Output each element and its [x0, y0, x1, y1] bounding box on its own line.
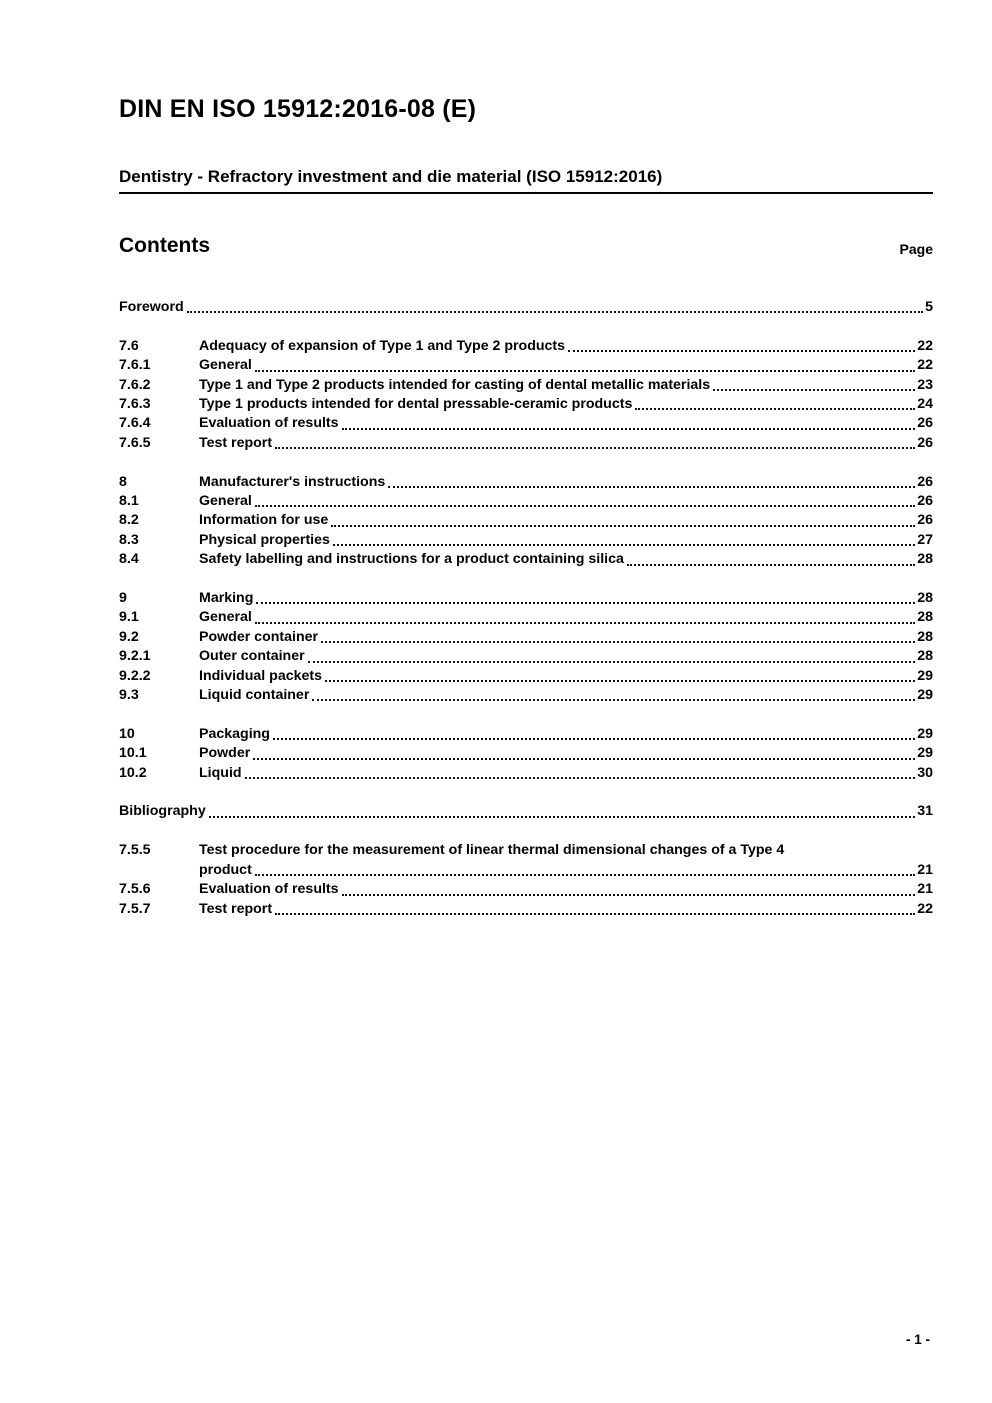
entry-body	[119, 298, 933, 317]
entry-last-line	[199, 550, 933, 569]
entry-number: 9.1	[119, 609, 139, 626]
dot-leader	[275, 913, 915, 915]
entry-title: Type 1 products intended for dental pressable-ceramic products	[199, 396, 633, 413]
dot-leader	[568, 350, 915, 352]
entry-page: 26	[917, 493, 933, 510]
dot-leader	[321, 641, 915, 643]
entry-body	[199, 744, 933, 763]
entry-last-line	[199, 628, 933, 647]
toc-entry	[119, 376, 933, 395]
entry-title: product	[199, 861, 252, 878]
toc-entry	[119, 802, 933, 821]
entry-body	[199, 531, 933, 550]
dot-leader	[187, 311, 923, 313]
toc-entry	[119, 628, 933, 647]
toc-entry	[119, 667, 933, 686]
entry-body	[199, 511, 933, 530]
entry-body	[199, 395, 933, 414]
entry-body	[199, 589, 933, 608]
entry-last-line	[199, 667, 933, 686]
entry-page: 22	[917, 337, 933, 354]
toc-entry	[119, 434, 933, 453]
dot-leader	[255, 622, 915, 624]
entry-body	[199, 628, 933, 647]
entry-last-line	[199, 861, 933, 880]
entry-title: Packaging	[199, 725, 270, 742]
toc-entry	[119, 356, 933, 375]
toc-entry	[119, 473, 933, 492]
entry-title: Physical properties	[199, 531, 330, 548]
toc-entry	[119, 764, 933, 783]
entry-number: 7.6.1	[119, 357, 151, 374]
entry-body	[199, 725, 933, 744]
entry-last-line	[119, 298, 933, 317]
toc-entry	[119, 337, 933, 356]
toc-entry	[119, 395, 933, 414]
entry-page: 24	[917, 396, 933, 413]
entry-last-line	[199, 492, 933, 511]
entry-last-line	[199, 511, 933, 530]
entry-body	[119, 802, 933, 821]
entry-page: 31	[917, 803, 933, 820]
entry-page: 29	[917, 667, 933, 684]
entry-last-line	[199, 473, 933, 492]
entry-last-line	[119, 802, 933, 821]
entry-last-line	[199, 608, 933, 627]
entry-body	[199, 376, 933, 395]
entry-last-line	[199, 764, 933, 783]
entry-body	[199, 900, 933, 919]
doc-title: DIN EN ISO 15912:2016-08 (E)	[119, 95, 477, 123]
entry-body	[199, 647, 933, 666]
entry-last-line	[199, 686, 933, 705]
dot-leader	[253, 758, 915, 760]
entry-page: 26	[917, 415, 933, 432]
entry-number: 8.3	[119, 531, 139, 548]
entry-last-line	[199, 725, 933, 744]
dot-leader	[342, 894, 916, 896]
entry-page: 26	[917, 512, 933, 529]
entry-title-line: Test procedure for the measurement of linear thermal dimensional changes of a Type 4	[199, 842, 785, 859]
entry-number: 9	[119, 590, 127, 607]
doc-subtitle: Dentistry - Refractory investment and die material (ISO 15912:2016)	[119, 167, 933, 194]
entry-body	[199, 608, 933, 627]
entry-last-line	[199, 434, 933, 453]
contents-heading: Contents	[119, 234, 210, 257]
dot-leader	[209, 816, 916, 818]
entry-page: 29	[917, 687, 933, 704]
entry-title: Powder	[199, 745, 251, 762]
entry-page: 29	[917, 745, 933, 762]
entry-body	[199, 473, 933, 492]
toc-entry	[119, 608, 933, 627]
entry-page: 30	[917, 764, 933, 781]
entry-body	[199, 667, 933, 686]
entry-title: Information for use	[199, 512, 329, 529]
entry-body	[199, 356, 933, 375]
entry-number: 7.6.2	[119, 376, 151, 393]
entry-body	[199, 550, 933, 569]
page-column-label: Page	[899, 241, 933, 257]
toc-entry	[119, 841, 933, 880]
entry-number: 7.5.7	[119, 900, 151, 917]
entry-body	[199, 414, 933, 433]
dot-leader	[308, 661, 916, 663]
entry-last-line	[199, 376, 933, 395]
entry-number: 7.5.5	[119, 842, 151, 859]
dot-leader	[256, 602, 915, 604]
entry-title: Type 1 and Type 2 products intended for casting of dental metallic materials	[199, 376, 711, 393]
dot-leader	[342, 428, 916, 430]
entry-title: Test report	[199, 900, 273, 917]
dot-leader	[273, 738, 915, 740]
entry-title: General	[199, 493, 252, 510]
toc-entry	[119, 589, 933, 608]
contents-header	[119, 234, 933, 258]
entry-body	[199, 337, 933, 356]
entry-last-line	[199, 744, 933, 763]
entry-number: 9.2.2	[119, 667, 151, 684]
entry-number: 7.6.3	[119, 396, 151, 413]
entry-last-line	[199, 880, 933, 899]
entry-page: 28	[917, 628, 933, 645]
entry-last-line	[199, 900, 933, 919]
dot-leader	[713, 389, 915, 391]
toc-entry	[119, 725, 933, 744]
entry-page: 29	[917, 725, 933, 742]
entry-last-line	[199, 337, 933, 356]
entry-title: Liquid container	[199, 687, 310, 704]
entry-number: 8.4	[119, 551, 139, 568]
toc-entry	[119, 880, 933, 899]
entry-number: 9.2.1	[119, 648, 151, 665]
toc	[119, 298, 933, 919]
entry-title: Evaluation of results	[199, 415, 339, 432]
entry-title: Foreword	[119, 299, 184, 315]
toc-entry	[119, 492, 933, 511]
toc-entry	[119, 686, 933, 705]
entry-title: Marking	[199, 590, 254, 607]
dot-leader	[312, 699, 915, 701]
dot-leader	[325, 680, 915, 682]
entry-last-line	[199, 589, 933, 608]
entry-number: 7.6	[119, 337, 139, 354]
entry-title: General	[199, 609, 252, 626]
entry-body	[199, 880, 933, 899]
entry-page: 27	[917, 531, 933, 548]
entry-title: Safety labelling and instructions for a product containing silica	[199, 551, 624, 568]
entry-page: 22	[917, 357, 933, 374]
entry-title: Test report	[199, 434, 273, 451]
entry-last-line	[199, 531, 933, 550]
entry-title: Individual packets	[199, 667, 322, 684]
entry-page: 28	[917, 648, 933, 665]
entry-number: 7.6.5	[119, 434, 151, 451]
dot-leader	[255, 370, 915, 372]
entry-title: Bibliography	[119, 803, 206, 820]
entry-number: 8	[119, 473, 127, 490]
entry-page: 5	[925, 299, 933, 315]
toc-entry	[119, 550, 933, 569]
entry-number: 10.2	[119, 764, 147, 781]
entry-body	[199, 434, 933, 453]
entry-title: Outer container	[199, 648, 305, 665]
toc-entry	[119, 744, 933, 763]
entry-number: 10.1	[119, 745, 147, 762]
dot-leader	[388, 486, 915, 488]
entry-last-line	[199, 395, 933, 414]
entry-page: 22	[917, 900, 933, 917]
dot-leader	[331, 525, 915, 527]
toc-entry	[119, 511, 933, 530]
entry-last-line	[199, 414, 933, 433]
dot-leader	[627, 564, 915, 566]
entry-number: 7.6.4	[119, 415, 151, 432]
dot-leader	[245, 777, 916, 779]
entry-body	[199, 686, 933, 705]
entry-number: 10	[119, 725, 135, 742]
entry-number: 8.1	[119, 493, 139, 510]
entry-page: 28	[917, 590, 933, 607]
toc-entry	[119, 414, 933, 433]
entry-title: General	[199, 357, 252, 374]
entry-body	[199, 764, 933, 783]
entry-page: 23	[917, 376, 933, 393]
dot-leader	[333, 544, 915, 546]
entry-page: 26	[917, 434, 933, 451]
toc-entry	[119, 647, 933, 666]
toc-entry	[119, 900, 933, 919]
dot-leader	[635, 408, 915, 410]
dot-leader	[255, 874, 915, 876]
footer-page-number: - 1 -	[905, 1332, 930, 1347]
entry-body	[199, 492, 933, 511]
dot-leader	[275, 447, 915, 449]
entry-page: 21	[917, 861, 933, 878]
toc-entry	[119, 298, 933, 317]
toc-entry	[119, 531, 933, 550]
dot-leader	[255, 505, 915, 507]
entry-number: 7.5.6	[119, 881, 151, 898]
entry-page: 21	[917, 881, 933, 898]
entry-title: Powder container	[199, 628, 319, 645]
entry-title: Liquid	[199, 764, 242, 781]
entry-number: 9.2	[119, 628, 139, 645]
entry-page: 28	[917, 609, 933, 626]
entry-number: 8.2	[119, 512, 139, 529]
entry-page: 28	[917, 551, 933, 568]
entry-title: Evaluation of results	[199, 881, 339, 898]
entry-body	[199, 841, 933, 880]
entry-last-line	[199, 356, 933, 375]
entry-title: Manufacturer's instructions	[199, 473, 386, 490]
entry-title: Adequacy of expansion of Type 1 and Type 2 products	[199, 337, 566, 354]
entry-page: 26	[917, 473, 933, 490]
entry-number: 9.3	[119, 687, 139, 704]
entry-last-line	[199, 647, 933, 666]
